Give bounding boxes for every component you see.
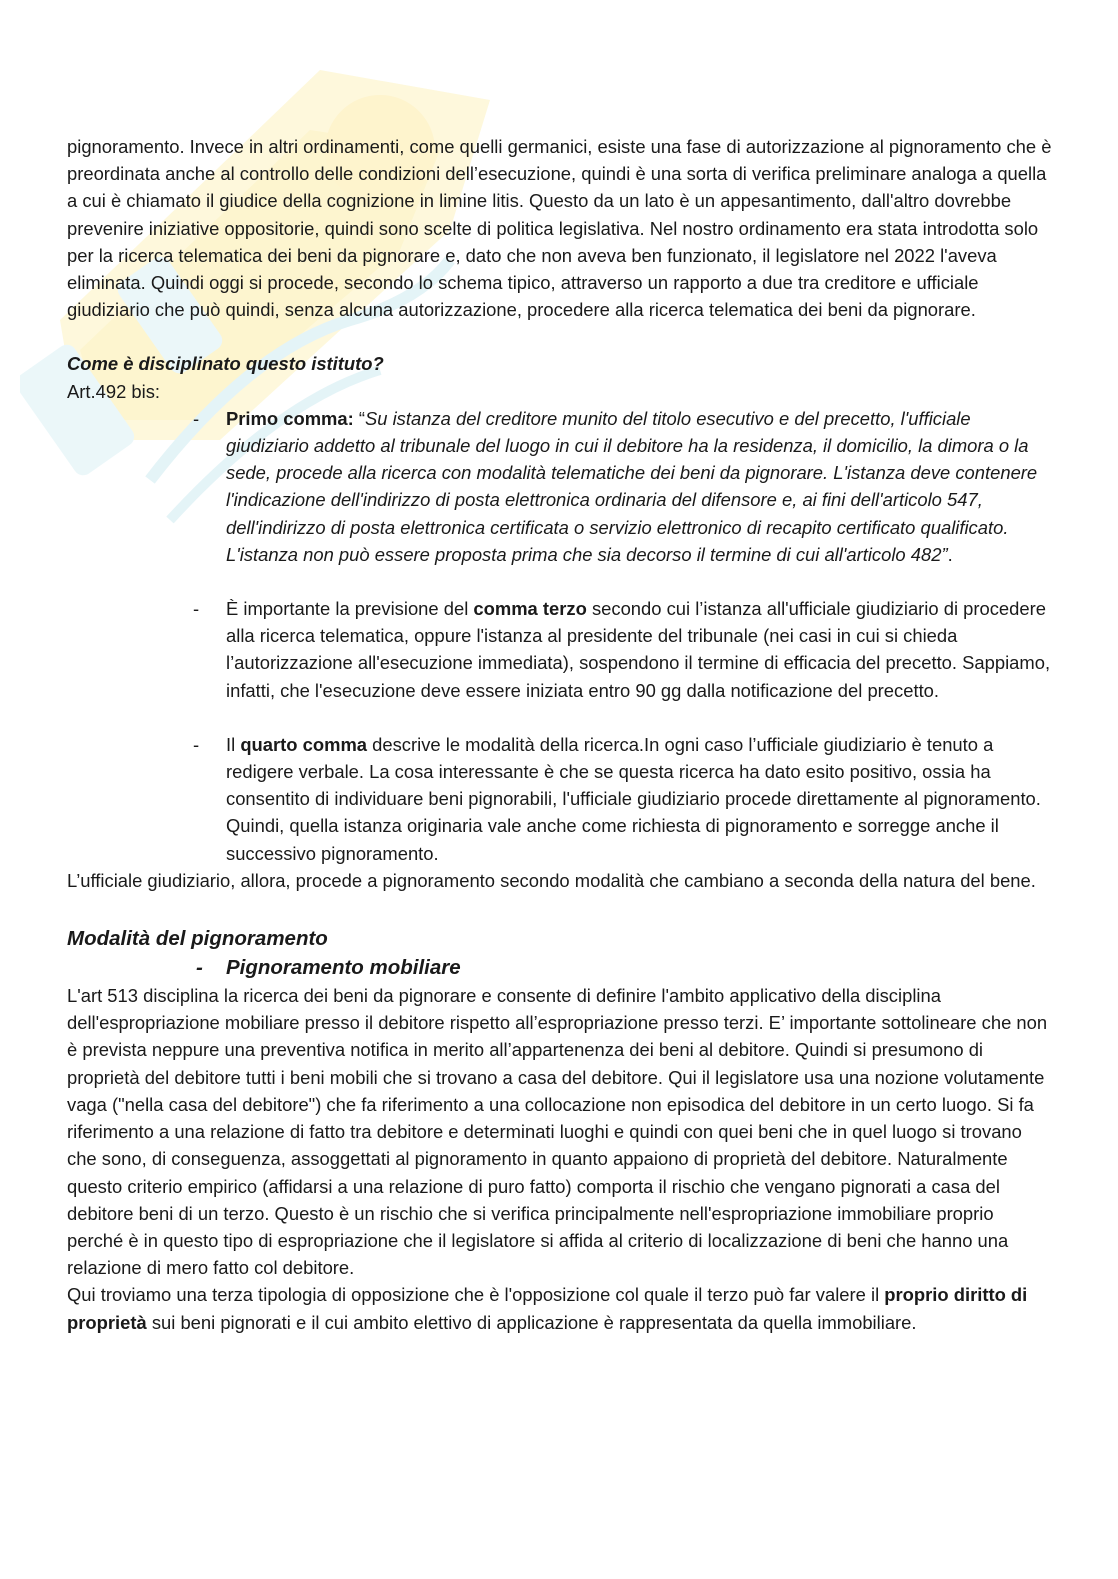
body-paragraph-final: [67, 1281, 1052, 1335]
list-item-primo-comma: [67, 405, 1052, 568]
list-item-quarto-comma: [67, 731, 1052, 867]
item-text: Il: [226, 733, 241, 755]
item-text: descrive le modalità della ricerca.In ogni caso l’ufficiale giudiziario è tenuto a redigere verbale. La cosa interessante è che se questa ricerca ha dato esito positivo, ossia ha consentito di individuare beni pignorabili, l'ufficiale giudiziario procede direttamente al pignoramento. Quindi, quella istanza originaria vale anche come richiesta di pignoramento e sorregge anche il successivo pignoramento.: [226, 733, 1041, 864]
list-dash: -: [193, 407, 200, 429]
open-quote: “: [353, 407, 365, 429]
item-bold: quarto comma: [240, 733, 368, 755]
question-heading: Come è disciplinato questo istituto?: [67, 353, 384, 375]
subsection-title: Pignoramento mobiliare: [226, 956, 461, 980]
text: sui beni pignorati e il cui ambito elettivo di applicazione è rappresentata da quella immobiliare.: [146, 1311, 917, 1333]
conclusion-paragraph: L’ufficiale giudiziario, allora, procede a pignoramento secondo modalità che cambiano a seconda della natura del bene.: [67, 869, 1036, 891]
body-paragraph: L'art 513 disciplina la ricerca dei beni da pignorare e consente di definire l'ambito applicativo della disciplina dell'espropriazione mobiliare presso il debitore rispetto all’espropriazione presso terzi. E’ importante sottolineare che non è prevista neppure una preventiva notifica in merito all’appartenenza dei beni al debitore. Quindi si presumono di proprietà del debitore tutti i beni mobili che si trovano a casa del debitore. Qui il legislatore usa una nozione volutamente vaga ("nella casa del debitore") che fa riferimento a una collocazione non episodica del debitore in un certo luogo. Si fa riferimento a una relazione di fatto tra debitore e determinati luoghi e quindi con quei beni che in quel luogo si trovano che sono, di conseguenza, assoggettati al pignoramento in quanto appaiono di proprietà del debitore. Naturalmente questo criterio empirico (affidarsi a una relazione di puro fatto) comporta il rischio che vengano pignorati a casa del debitore beni di un terzo. Questo è un rischio che si verifica principalmente nell'espropriazione immobiliare proprio perché è in questo tipo di espropriazione che il legislatore si affida al criterio di localizzazione di beni che hanno una relazione di mero fatto col debitore.: [67, 985, 1048, 1279]
text: Qui troviamo una terza tipologia di opposizione che è l'opposizione col quale il terzo può far valere il: [67, 1284, 885, 1306]
article-reference: Art.492 bis:: [67, 380, 161, 402]
section-heading: Modalità del pignoramento: [67, 927, 328, 951]
list-item-comma-terzo: [67, 595, 1052, 704]
item-end: .: [947, 543, 953, 565]
subsection-dash: -: [196, 956, 203, 980]
item-text: secondo cui l’istanza all'ufficiale giudiziario di procedere alla ricerca telematica, oppure l'istanza al presidente del tribunale (nei casi in cui si chieda l’autorizzazione all'esecuzione immediata), sospendono il termine di efficacia del precetto. Sappiamo, infatti, che l'esecuzione deve essere iniziata entro 90 gg dalla notificazione del precetto.: [226, 598, 1051, 701]
intro-paragraph: pignoramento. Invece in altri ordinamenti, come quelli germanici, esiste una fase di autorizzazione al pignoramento che è preordinata anche al controllo delle condizioni dell’esecuzione, quindi è una sorta di verifica preliminare analoga a quella a cui è chiamato il giudice della cognizione in limine litis. Questo da un lato è un appesantimento, dall'altro dovrebbe prevenire iniziative oppositorie, quindi sono scelte di politica legislativa. Nel nostro ordinamento era stata introdotta solo per la ricerca telematica dei beni da pignorare e, dato che non aveva ben funzionato, il legislatore nel 2022 l'aveva eliminata. Quindi oggi si procede, secondo lo schema tipico, attraverso un rapporto a due tra creditore e ufficiale giudiziario che può quindi, senza alcuna autorizzazione, procedere alla ricerca telematica dei beni da pignorare.: [67, 136, 1052, 321]
item-bold: comma terzo: [473, 598, 587, 620]
bold-text: proprio diritto di proprietà: [67, 1284, 1028, 1333]
list-dash: -: [193, 733, 200, 755]
document-page: [67, 133, 1052, 1336]
item-text: È importante la previsione del: [226, 598, 474, 620]
item-label: Primo comma:: [226, 407, 354, 429]
list-dash: -: [193, 598, 200, 620]
subsection-heading: [67, 953, 1052, 982]
quoted-text: Su istanza del creditore munito del titolo esecutivo e del precetto, l'ufficiale giudiziario addetto al tribunale del luogo in cui il debitore ha la residenza, il domicilio, la dimora o la sede, procede alla ricerca con modalità telematiche dei beni da pignorare. L'istanza deve contenere l'indicazione dell'indirizzo di posta elettronica ordinaria del difensore e, ai fini dell'articolo 547, dell'indirizzo di posta elettronica certificata o servizio elettronico di recapito certificato qualificato. L'istanza non può essere proposta prima che sia decorso il termine di cui all'articolo 482”: [226, 407, 1038, 565]
